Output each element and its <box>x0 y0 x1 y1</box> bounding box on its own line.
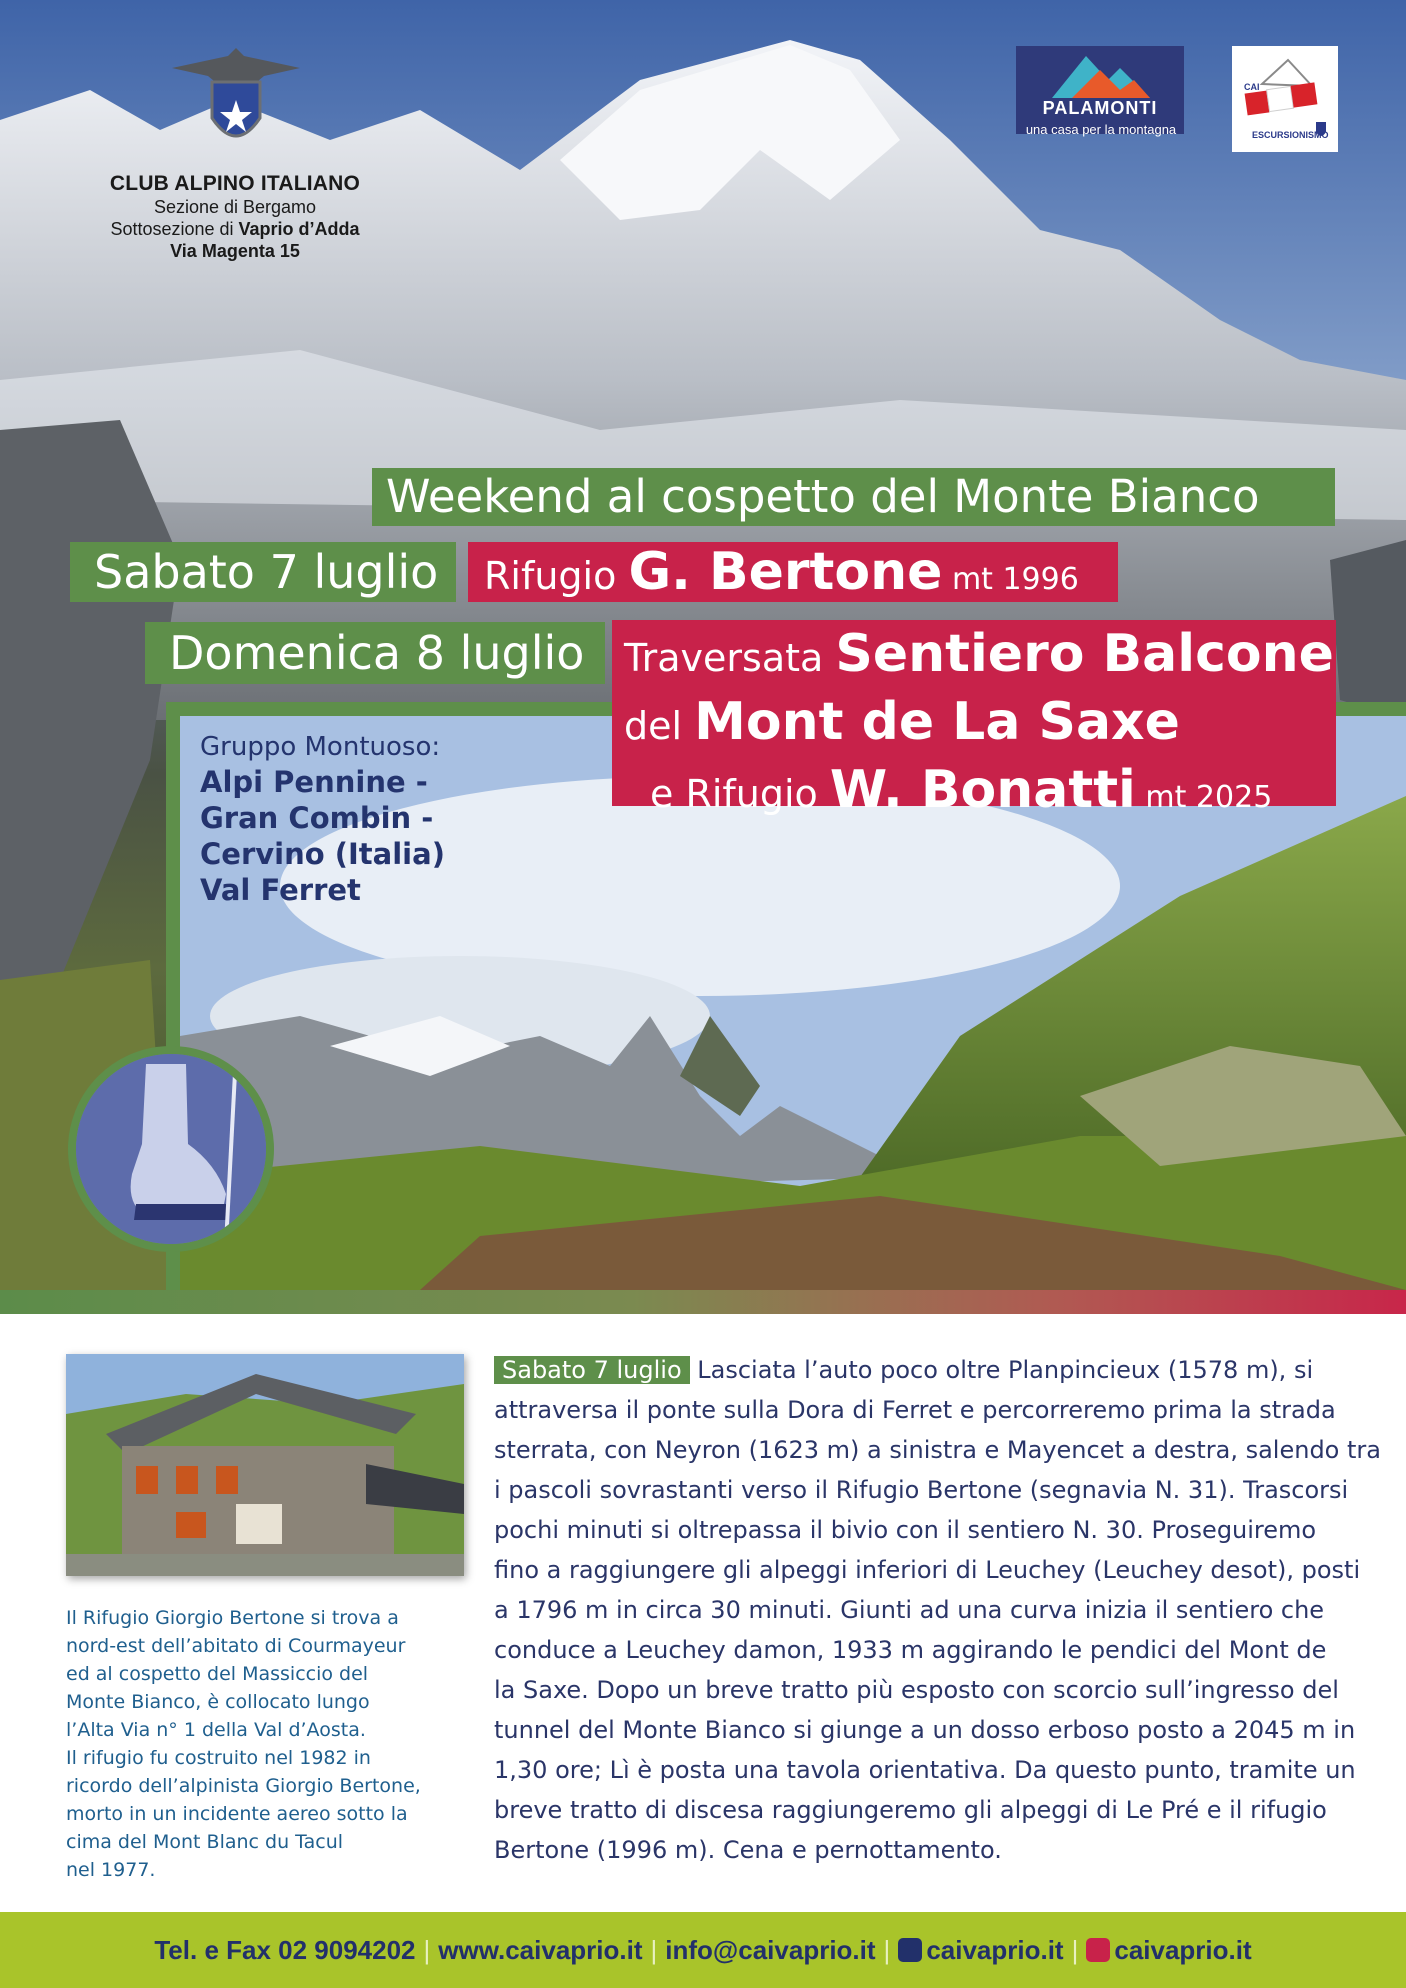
saturday-refuge-name: G. Bertone <box>628 542 943 602</box>
rifugio-building-image <box>66 1354 464 1576</box>
cai-escursionismo-logo <box>1232 46 1338 152</box>
footer-website-link[interactable]: www.caivaprio.it <box>438 1935 643 1965</box>
cai-eagle-logo <box>168 46 304 160</box>
body-line: la Saxe. Dopo un breve tratto più esposto con scorcio sull’ingresso del <box>494 1676 1339 1704</box>
itinerary-description <box>494 1350 1381 1870</box>
saturday-date-banner: Sabato 7 luglio <box>70 542 456 602</box>
body-line: sterrata, con Neyron (1623 m) a sinistra e Mayencet a destra, salendo tra <box>494 1436 1381 1464</box>
footer-phone: Tel. e Fax 02 9094202 <box>154 1935 416 1965</box>
footer-facebook-link[interactable]: caivaprio.it <box>926 1935 1064 1965</box>
facebook-icon <box>898 1938 922 1962</box>
body-day-tag: Sabato 7 luglio <box>494 1356 690 1384</box>
body-line: Bertone (1996 m). Cena e pernottamento. <box>494 1836 1002 1864</box>
footer-contacts <box>0 1912 1406 1988</box>
sunday-line2-big: Mont de La Saxe <box>694 692 1180 752</box>
body-line: attraversa il ponte sulla Dora di Ferret e percorreremo prima la strada <box>494 1396 1336 1424</box>
mountain-group-label: Gruppo Montuoso: <box>200 732 441 762</box>
sunday-line2-pre: del <box>624 704 695 748</box>
sunday-line1-big: Sentiero Balcone <box>835 624 1334 684</box>
saturday-pre: Rifugio <box>484 554 629 598</box>
sunday-line3-pre: e Rifugio <box>650 772 830 816</box>
caption-line: nel 1977. <box>66 1859 156 1881</box>
saturday-destination-banner <box>468 542 1118 602</box>
rifugio-caption <box>66 1604 466 1884</box>
rifugio-bertone-photo <box>66 1354 464 1576</box>
caption-line: Il Rifugio Giorgio Bertone si trova a <box>66 1607 399 1629</box>
cai-title: CLUB ALPINO ITALIANO <box>109 172 361 195</box>
caption-line: l’Alta Via n° 1 della Val d’Aosta. <box>66 1719 366 1741</box>
caption-line: Il rifugio fu costruito nel 1982 in <box>66 1747 371 1769</box>
footer-email-link[interactable]: info@caivaprio.it <box>665 1935 876 1965</box>
sunday-line1-pre: Traversata <box>624 636 836 680</box>
palamonti-name: PALAMONTI <box>1042 98 1158 118</box>
body-line: pochi minuti si oltrepassa il bivio con il sentiero N. 30. Proseguiremo <box>494 1516 1317 1544</box>
cai-address: Via Magenta 15 <box>170 241 300 261</box>
instagram-icon <box>1086 1938 1110 1962</box>
body-line: breve tratto di discesa raggiungeremo gli alpeggi di Le Pré e il rifugio <box>494 1796 1327 1824</box>
body-line: a 1796 m in circa 30 minuti. Giunti ad una curva inizia il sentiero che <box>494 1596 1325 1624</box>
caption-line: morto in un incidente aereo sotto la <box>66 1803 408 1825</box>
sunday-destination-banner <box>612 620 1336 820</box>
body-line: conduce a Leuchey damon, 1933 m aggirando le pendici del Mont de <box>494 1636 1327 1664</box>
cai-heading <box>55 172 415 262</box>
divider-band <box>0 1290 1406 1314</box>
footer-instagram-link[interactable]: caivaprio.it <box>1114 1935 1252 1965</box>
body-line: tunnel del Monte Bianco si giunge a un dosso erboso posto a 2045 m in <box>494 1716 1356 1744</box>
caption-line: cima del Mont Blanc du Tacul <box>66 1831 344 1853</box>
hiking-boot-icon <box>76 1054 266 1244</box>
cai-subsection-prefix: Sottosezione di <box>110 219 239 239</box>
palamonti-tagline: una casa per la montagna <box>1025 122 1177 137</box>
saturday-altitude: mt 1996 <box>942 562 1079 597</box>
escursionismo-label: ESCURSIONISMO <box>1252 130 1329 140</box>
caption-line: nord-est dell’abitato di Courmayeur <box>66 1635 406 1657</box>
mountain-group-box <box>200 730 445 908</box>
sunday-date-banner: Domenica 8 luglio <box>145 622 605 684</box>
body-line: i pascoli sovrastanti verso il Rifugio Bertone (segnavia N. 31). Trascorsi <box>494 1476 1349 1504</box>
cai-section: Sezione di Bergamo <box>153 197 317 217</box>
cai-subsection <box>55 218 415 240</box>
escursionismo-cai-label: CAI <box>1244 82 1260 92</box>
hiker-boot-photo <box>68 1046 274 1252</box>
footer-separator: | <box>883 1935 891 1965</box>
mountain-group-item: Val Ferret <box>200 873 361 907</box>
caption-line: ricordo dell’alpinista Giorgio Bertone, <box>66 1775 421 1797</box>
palamonti-mountain-icon <box>1016 46 1184 106</box>
mountain-group-item: Cervino (Italia) <box>200 837 445 871</box>
sunday-line3-altitude: mt 2025 <box>1135 780 1273 815</box>
footer-separator: | <box>1071 1935 1079 1965</box>
body-line: 1,30 ore; Lì è posta una tavola orientativa. Da questo punto, tramite un <box>494 1756 1356 1784</box>
footer-separator: | <box>650 1935 658 1965</box>
sunday-line3-big: W. Bonatti <box>829 760 1136 820</box>
contact-footer <box>0 1912 1406 1988</box>
body-first-line <box>494 1350 1340 1390</box>
mountain-group-item: Gran Combin - <box>200 801 434 835</box>
cai-subsection-place: Vaprio d’Adda <box>238 219 360 239</box>
palamonti-logo <box>1016 46 1184 134</box>
mountain-group-item: Alpi Pennine - <box>200 765 428 799</box>
footer-separator: | <box>423 1935 431 1965</box>
caption-line: Monte Bianco, è collocato lungo <box>66 1691 370 1713</box>
caption-line: ed al cospetto del Massiccio del <box>66 1663 369 1685</box>
body-line: fino a raggiungere gli alpeggi inferiori di Leuchey (Leuchey desot), posti <box>494 1556 1361 1584</box>
body-first-text: Lasciata l’auto poco oltre Planpincieux (1578 m), si <box>689 1356 1314 1384</box>
headline-banner: Weekend al cospetto del Monte Bianco <box>372 468 1335 526</box>
